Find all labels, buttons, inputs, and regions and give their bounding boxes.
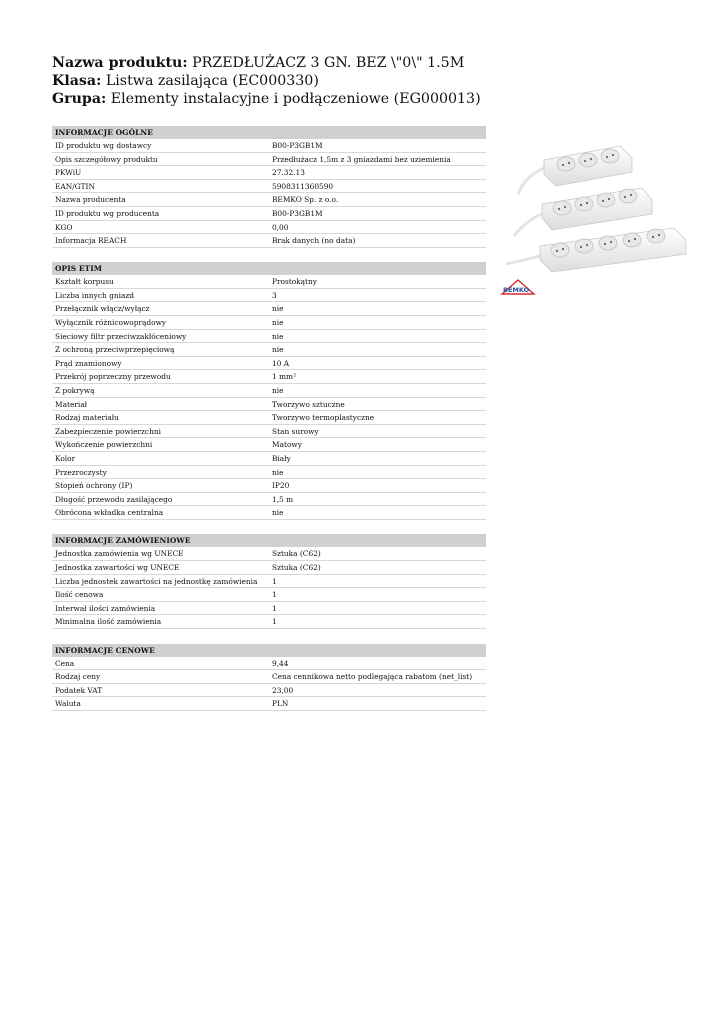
row-label: Jednostka zawartości wg UNECE	[55, 563, 180, 573]
row-value: IP20	[272, 481, 290, 491]
row-value: 5908311360590	[272, 181, 334, 191]
spec-tables	[52, 126, 486, 725]
product-name-value: PRZEDŁUŻACZ 3 GN. BEZ \"0\" 1.5M	[187, 55, 465, 71]
row-label: Waluta	[55, 699, 81, 709]
row-value: Tworzywo sztuczne	[272, 399, 345, 409]
row-value: Cena cennikowa netto podlegająca rabatom (net_list)	[272, 672, 473, 682]
power-strip-3	[518, 146, 632, 194]
row-value: 9,44	[272, 658, 289, 668]
row-label: Prąd znamionowy	[55, 358, 122, 368]
row-value: Prostokątny	[272, 277, 317, 287]
row-value: 1	[272, 590, 277, 600]
row-label: ID produktu wg dostawcy	[55, 141, 152, 150]
row-value: nie	[272, 331, 284, 341]
row-label: Z pokrywą	[55, 386, 95, 395]
row-label: Materiał	[55, 399, 88, 409]
row-value: nie	[272, 386, 284, 395]
section-title: INFORMACJE ZAMÓWIENIOWE	[52, 534, 486, 547]
row-label: Ilość cenowa	[55, 590, 104, 600]
table-row	[52, 684, 486, 698]
table-row	[52, 275, 486, 289]
row-label: EAN/GTIN	[55, 181, 95, 191]
row-label: Podatek VAT	[55, 685, 103, 695]
product-header	[52, 54, 692, 108]
table-row	[52, 438, 486, 452]
row-label: Kształt korpusu	[55, 277, 114, 287]
row-label: Z ochroną przeciwprzepięciową	[55, 345, 175, 355]
row-label: Przekrój poprzeczny przewodu	[55, 372, 171, 382]
row-label: Minimalna ilość zamówienia	[55, 617, 162, 627]
table-row	[52, 697, 486, 711]
row-label: Stopień ochrony (IP)	[55, 481, 133, 491]
table-row	[52, 370, 486, 384]
row-label: Przełącznik włącz/wyłącz	[55, 304, 150, 314]
power-strip-4	[514, 188, 652, 236]
row-label: Obrócona wkładka centralna	[55, 508, 164, 518]
row-value: 1	[272, 617, 277, 627]
table-row	[52, 193, 486, 207]
table-row	[52, 343, 486, 357]
product-group-line	[52, 90, 692, 108]
spec-section	[52, 262, 486, 520]
row-value: 3	[272, 290, 277, 300]
row-value: nie	[272, 318, 284, 328]
table-row	[52, 452, 486, 466]
row-label: Liczba innych gniazd	[55, 290, 134, 300]
bemko-logo	[502, 280, 534, 294]
table-row	[52, 411, 486, 425]
row-value: Matowy	[272, 440, 302, 450]
row-value: BEMKO Sp. z o.o.	[272, 195, 339, 205]
table-row	[52, 398, 486, 412]
row-label: Zabezpieczenie powierzchni	[55, 426, 161, 436]
power-strip-5	[506, 228, 686, 272]
row-value: 1,5 m	[272, 494, 294, 504]
row-label: Opis szczegółowy produktu	[55, 154, 158, 164]
table-row	[52, 234, 486, 248]
row-label: Interwał ilości zamówienia	[55, 603, 156, 613]
table-row	[52, 506, 486, 520]
row-label: PKWiU	[55, 168, 82, 178]
row-label: KGO	[55, 222, 73, 232]
table-row	[52, 153, 486, 167]
section-title: OPIS ETIM	[52, 262, 486, 275]
row-value: Sztuka (C62)	[272, 549, 321, 559]
row-value: Tworzywo termoplastyczne	[272, 413, 375, 423]
spec-section	[52, 126, 486, 248]
row-value: Sztuka (C62)	[272, 563, 321, 573]
product-class-line	[52, 72, 692, 90]
row-label: Rodzaj materiału	[55, 413, 119, 423]
row-label: Nazwa producenta	[55, 195, 126, 205]
table-row	[52, 602, 486, 616]
table-row	[52, 588, 486, 602]
table-row	[52, 302, 486, 316]
row-value: Biały	[272, 453, 291, 463]
product-photo	[500, 128, 692, 298]
table-row	[52, 357, 486, 371]
table-row	[52, 180, 486, 194]
table-row	[52, 575, 486, 589]
row-label: Sieciowy filtr przeciwzakłóceniowy	[55, 331, 187, 341]
row-value: 23,00	[272, 685, 294, 695]
table-row	[52, 316, 486, 330]
row-value: Przedłużacz 1,5m z 3 gniazdami bez uziemienia	[272, 154, 451, 164]
row-value: 10 A	[272, 358, 290, 368]
row-value: nie	[272, 304, 284, 314]
row-value: 27.32.13	[272, 168, 305, 178]
row-label: ID produktu wg producenta	[55, 208, 160, 218]
product-name-label: Nazwa produktu:	[52, 55, 188, 71]
table-row	[52, 561, 486, 575]
table-row	[52, 384, 486, 398]
row-value: nie	[272, 467, 284, 477]
row-value: 1 mm²	[272, 372, 297, 382]
section-title: INFORMACJE CENOWE	[52, 644, 486, 657]
row-value: Brak danych (no data)	[272, 236, 356, 246]
section-title: INFORMACJE OGÓLNE	[52, 126, 486, 139]
row-value: 1	[272, 576, 277, 586]
row-label: Kolor	[55, 453, 76, 463]
table-row	[52, 479, 486, 493]
product-class-label: Klasa:	[52, 73, 102, 89]
table-row	[52, 547, 486, 561]
row-value: 1	[272, 603, 277, 613]
table-row	[52, 466, 486, 480]
table-row	[52, 330, 486, 344]
row-label: Liczba jednostek zawartości na jednostkę zamówienia	[55, 576, 258, 586]
row-label: Cena	[55, 658, 75, 668]
table-row	[52, 493, 486, 507]
row-label: Wykończenie powierzchni	[55, 440, 153, 450]
row-value: nie	[272, 508, 284, 518]
table-row	[52, 425, 486, 439]
row-label: Informacja REACH	[55, 236, 127, 246]
row-label: Rodzaj ceny	[55, 672, 101, 682]
row-value: 0,00	[272, 222, 289, 232]
table-row	[52, 289, 486, 303]
table-row	[52, 166, 486, 180]
table-row	[52, 670, 486, 684]
spec-section	[52, 644, 486, 711]
row-label: Jednostka zamówienia wg UNECE	[55, 549, 184, 559]
row-label: Przezroczysty	[55, 467, 107, 477]
row-value: B00-P3GB1M	[272, 141, 323, 150]
table-row	[52, 139, 486, 153]
table-row	[52, 615, 486, 629]
row-value: Stan surowy	[272, 426, 319, 436]
table-row	[52, 221, 486, 235]
table-row	[52, 657, 486, 671]
product-class-value: Listwa zasilająca (EC000330)	[101, 73, 319, 89]
row-label: Długość przewodu zasilającego	[55, 494, 173, 504]
bemko-logo-text: BEMKO	[503, 286, 530, 294]
product-group-label: Grupa:	[52, 91, 107, 107]
table-row	[52, 207, 486, 221]
row-value: PLN	[272, 699, 289, 709]
row-value: nie	[272, 345, 284, 355]
row-label: Wyłącznik różnicowoprądowy	[55, 318, 167, 328]
row-value: B00-P3GB1M	[272, 208, 323, 218]
product-group-value: Elementy instalacyjne i podłączeniowe (EG000013)	[106, 91, 481, 107]
product-name-line	[52, 54, 692, 72]
spec-section	[52, 534, 486, 629]
